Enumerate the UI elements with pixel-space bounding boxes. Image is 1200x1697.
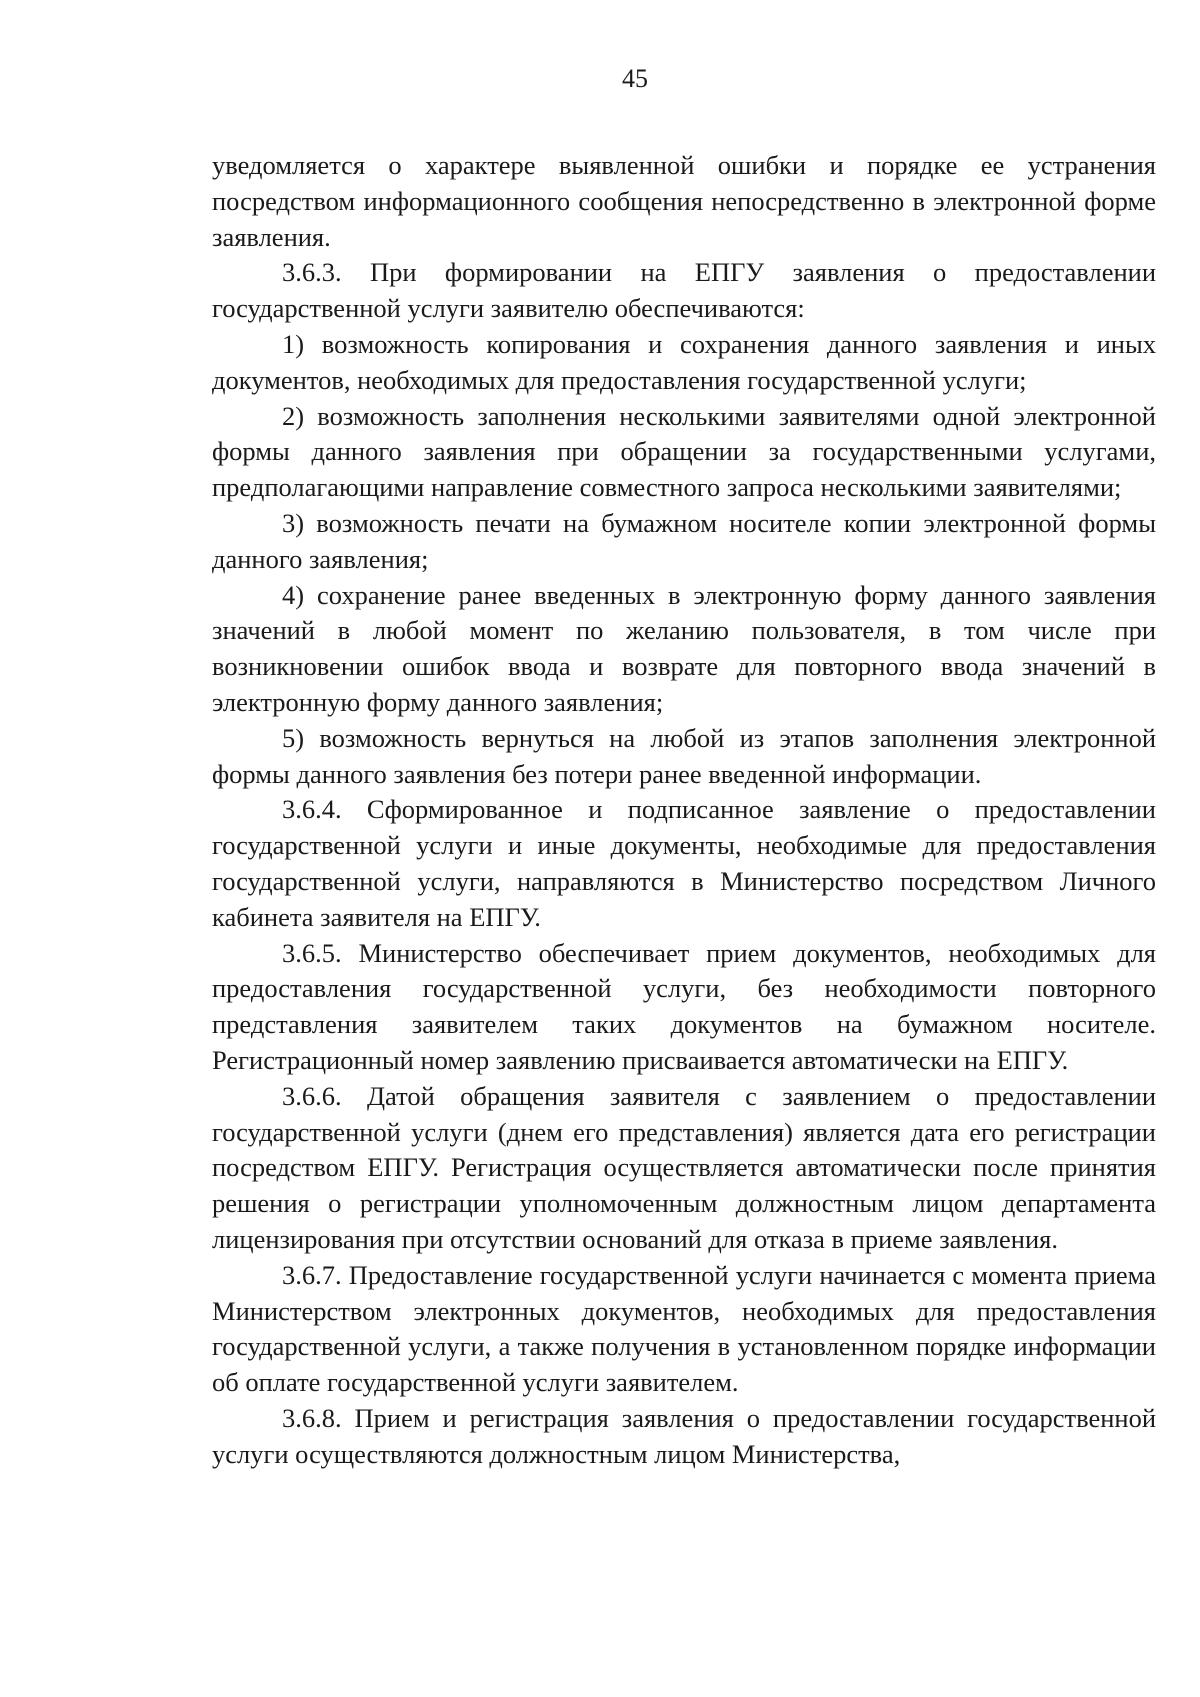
- list-item-2: 2) возможность заполнения несколькими заявителями одной электронной формы данного заявления при обращении за государственными услугами, предполагающими направление совместного запроса несколькими заявителями;: [212, 400, 1156, 503]
- paragraph-continuation: уведомляется о характере выявленной ошибки и порядке ее устранения посредством информационного сообщения непосредственно в электронной форме заявления.: [212, 150, 1156, 252]
- list-item-1: 1) возможность копирования и сохранения данного заявления и иных документов, необходимых для предоставления государственной услуги;: [212, 328, 1156, 395]
- list-item-5: 5) возможность вернуться на любой из этапов заполнения электронной формы данного заявления без потери ранее введенной информации.: [212, 722, 1156, 789]
- paragraph-3-6-5: 3.6.5. Министерство обеспечивает прием документов, необходимых для предоставления государственной услуги, без необходимости повторного представления заявителем таких документов на бумажном носителе. Регистрационный номер заявлению присваивается автоматически на ЕПГУ.: [212, 937, 1156, 1075]
- page-number: 45: [622, 64, 648, 93]
- paragraph-3-6-7: 3.6.7. Предоставление государственной услуги начинается с момента приема Министерством электронных документов, необходимых для предоставления государственной услуги, а также получения в установленном порядке информации об оплате государственной услуги заявителем.: [212, 1259, 1156, 1398]
- list-item-3: 3) возможность печати на бумажном носителе копии электронной формы данного заявления;: [212, 507, 1156, 574]
- document-body: [212, 148, 1156, 1472]
- list-item-4: 4) сохранение ранее введенных в электронную форму данного заявления значений в любой момент по желанию пользователя, в том числе при возникновении ошибок ввода и возврате для повторного ввода значений в электронную форму данного заявления;: [212, 579, 1156, 717]
- paragraph-3-6-6: 3.6.6. Датой обращения заявителя с заявлением о предоставлении государственной услуги (днем его представления) является дата его регистрации посредством ЕПГУ. Регистрация осуществляется автоматически после принятия решения о регистрации уполномоченным должностным лицом департамента лицензирования при отсутствии оснований для отказа в приеме заявления.: [212, 1080, 1156, 1254]
- paragraph-3-6-4: 3.6.4. Сформированное и подписанное заявление о предоставлении государственной услуги и иные документы, необходимые для предоставления государственной услуги, направляются в Министерство посредством Личного кабинета заявителя на ЕПГУ.: [212, 794, 1156, 932]
- paragraph-3-6-8: 3.6.8. Прием и регистрация заявления о предоставлении государственной услуги осуществляются должностным лицом Министерства,: [212, 1402, 1156, 1469]
- paragraph-3-6-3: 3.6.3. При формировании на ЕПГУ заявления о предоставлении государственной услуги заявителю обеспечиваются:: [212, 257, 1156, 324]
